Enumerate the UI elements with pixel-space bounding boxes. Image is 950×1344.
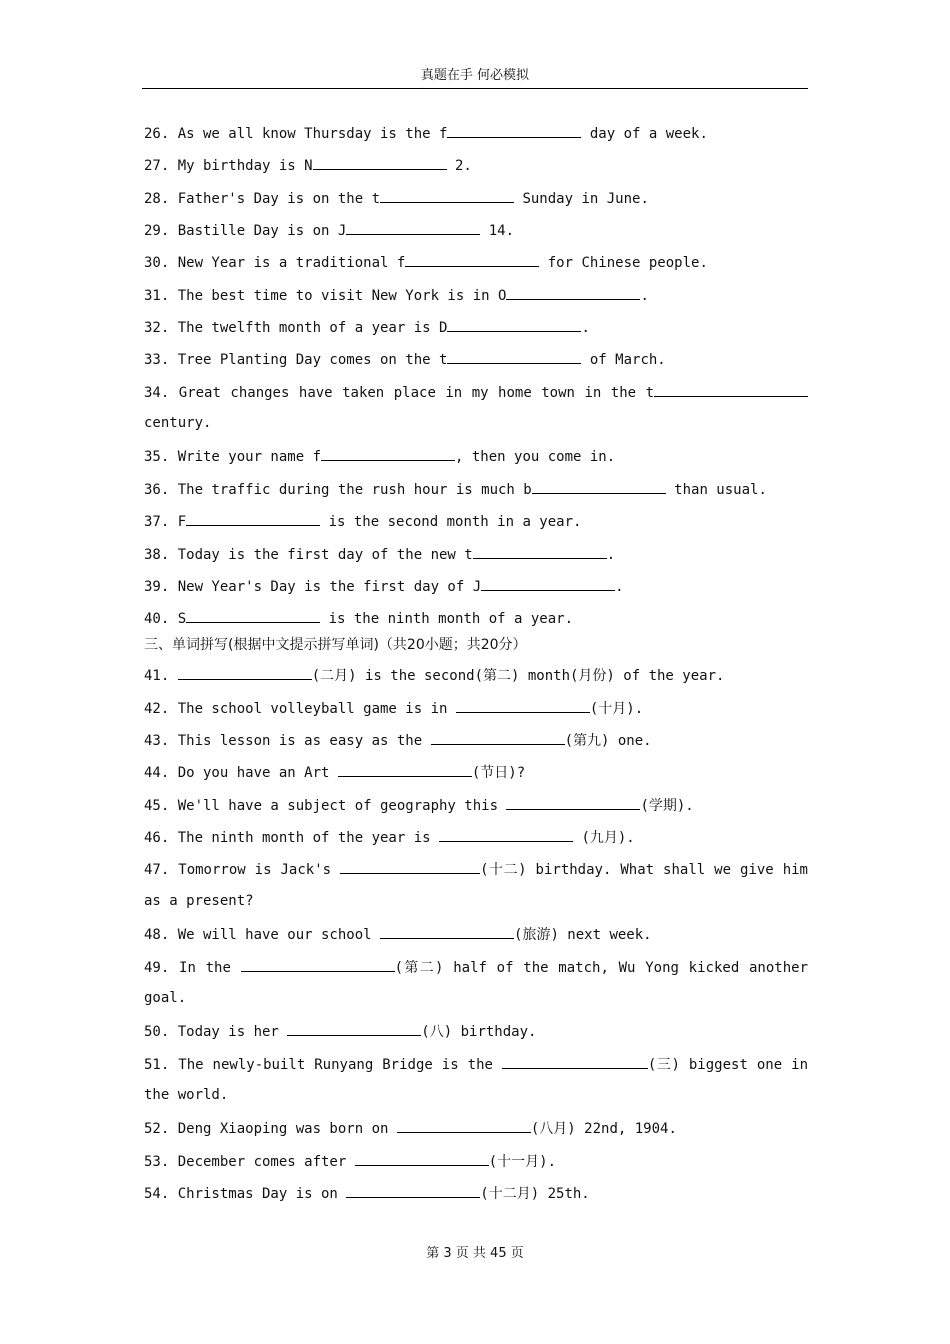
question-text: 51. The newly-built Runyang Bridge is the xyxy=(144,1057,502,1073)
question-text: is the ninth month of a year. xyxy=(320,611,574,627)
question-text: is the second month in a year. xyxy=(320,514,582,530)
question-text: 34. Great changes have taken place in my home town in the t xyxy=(144,385,654,401)
answer-blank[interactable] xyxy=(186,607,320,623)
question-text: 29. Bastille Day is on J xyxy=(144,223,347,239)
question-29 xyxy=(144,219,808,241)
question-39 xyxy=(144,575,808,597)
question-text: 2. xyxy=(446,158,472,174)
question-47 xyxy=(144,858,808,880)
question-52 xyxy=(144,1117,808,1139)
page-header: 真题在手 何必模拟 xyxy=(420,68,530,83)
question-text: 52. Deng Xiaoping was born on xyxy=(144,1121,397,1137)
question-text: 50. Today is her xyxy=(144,1024,288,1040)
question-text: . xyxy=(615,579,624,595)
answer-blank[interactable] xyxy=(186,510,320,526)
question-text: 42. The school volleyball game is in xyxy=(144,701,456,717)
question-text: (第九) one. xyxy=(564,733,652,749)
answer-blank[interactable] xyxy=(405,251,539,267)
question-27 xyxy=(144,154,808,176)
question-text: , then you come in. xyxy=(455,449,616,465)
question-text: (八月) 22nd, 1904. xyxy=(530,1121,677,1137)
question-text: 41. xyxy=(144,668,178,684)
question-text: 39. New Year's Day is the first day of J xyxy=(144,579,482,595)
question-text: 27. My birthday is N xyxy=(144,158,313,174)
question-41 xyxy=(144,664,808,686)
question-text: (三) biggest one in xyxy=(647,1057,808,1073)
question-49 xyxy=(144,956,808,978)
question-text: . xyxy=(640,288,649,304)
question-34 xyxy=(144,381,808,403)
answer-blank[interactable] xyxy=(431,729,565,745)
answer-blank[interactable] xyxy=(346,219,480,235)
question-50 xyxy=(144,1020,808,1042)
question-text: 43. This lesson is as easy as the xyxy=(144,733,431,749)
header-divider xyxy=(142,88,808,89)
question-text: day of a week. xyxy=(581,126,708,142)
question-text: 14. xyxy=(480,223,515,239)
question-51-continued xyxy=(144,1085,808,1105)
question-text: (十月). xyxy=(589,701,644,717)
question-30 xyxy=(144,251,808,273)
question-text: as a present? xyxy=(144,893,254,909)
question-text: (旅游) next week. xyxy=(514,927,652,943)
answer-blank[interactable] xyxy=(380,923,514,939)
question-text: 53. December comes after xyxy=(144,1154,355,1170)
question-text: (第二) half of the match, Wu Yong kicked another xyxy=(394,960,808,976)
answer-blank[interactable] xyxy=(439,826,573,842)
question-text: for Chinese people. xyxy=(539,255,708,271)
answer-blank[interactable] xyxy=(473,543,607,559)
question-text: (十二) birthday. What shall we give him xyxy=(480,862,808,878)
question-49-continued xyxy=(144,988,808,1008)
question-text: . xyxy=(581,320,590,336)
question-44 xyxy=(144,761,808,783)
question-text: century. xyxy=(144,415,212,431)
question-47-continued xyxy=(144,891,808,911)
answer-blank[interactable] xyxy=(397,1117,531,1133)
question-text: 49. In the xyxy=(144,960,241,976)
answer-blank[interactable] xyxy=(355,1150,489,1166)
question-text: the world. xyxy=(144,1087,229,1103)
question-text: 26. As we all know Thursday is the f xyxy=(144,126,448,142)
question-text: goal. xyxy=(144,990,187,1006)
question-28 xyxy=(144,187,808,209)
answer-blank[interactable] xyxy=(321,445,455,461)
question-text: (八) birthday. xyxy=(421,1024,537,1040)
answer-blank[interactable] xyxy=(241,956,395,972)
question-40 xyxy=(144,607,808,629)
question-text: 35. Write your name f xyxy=(144,449,322,465)
question-46 xyxy=(144,826,808,848)
answer-blank[interactable] xyxy=(447,348,581,364)
question-36 xyxy=(144,478,808,500)
question-38 xyxy=(144,543,808,565)
question-text: 33. Tree Planting Day comes on the t xyxy=(144,352,448,368)
answer-blank[interactable] xyxy=(456,697,590,713)
question-text: . xyxy=(606,547,616,563)
question-text: 31. The best time to visit New York is in O xyxy=(144,288,507,304)
question-text: 37. F xyxy=(144,514,187,530)
answer-blank[interactable] xyxy=(532,478,666,494)
question-text: (十二月) 25th. xyxy=(480,1186,590,1202)
question-text: (节日)? xyxy=(471,765,526,781)
question-text: 44. Do you have an Art xyxy=(144,765,338,781)
answer-blank[interactable] xyxy=(178,664,312,680)
question-text: 40. S xyxy=(144,611,187,627)
question-text: 38. Today is the first day of the new t xyxy=(144,547,473,563)
question-text: 45. We'll have a subject of geography this xyxy=(144,798,507,814)
answer-blank[interactable] xyxy=(338,761,472,777)
question-text: of March. xyxy=(581,352,666,368)
page-footer: 第 3 页 共 45 页 xyxy=(426,1246,524,1261)
question-37 xyxy=(144,510,808,532)
question-text: (十一月). xyxy=(488,1154,557,1170)
answer-blank[interactable] xyxy=(506,794,640,810)
question-26 xyxy=(144,122,808,144)
question-text: (学期). xyxy=(640,798,694,814)
question-32 xyxy=(144,316,808,338)
question-53 xyxy=(144,1150,808,1172)
answer-blank[interactable] xyxy=(340,858,480,874)
answer-blank[interactable] xyxy=(380,187,514,203)
question-34-continued xyxy=(144,413,808,433)
question-text: 32. The twelfth month of a year is D xyxy=(144,320,448,336)
answer-blank[interactable] xyxy=(313,154,447,170)
answer-blank[interactable] xyxy=(287,1020,421,1036)
question-text: 48. We will have our school xyxy=(144,927,381,943)
question-text: 28. Father's Day is on the t xyxy=(144,191,381,207)
question-text: 30. New Year is a traditional f xyxy=(144,255,406,271)
answer-blank[interactable] xyxy=(506,284,640,300)
question-text: Sunday in June. xyxy=(514,191,649,207)
question-51 xyxy=(144,1053,808,1075)
question-text: (二月) is the second(第二) month(月份) of the year. xyxy=(311,668,725,684)
question-text: than usual. xyxy=(665,482,767,498)
answer-blank[interactable] xyxy=(481,575,615,591)
answer-blank[interactable] xyxy=(447,316,581,332)
section-heading: 三、单词拼写(根据中文提示拼写单词)（共20小题；共20分） xyxy=(144,637,527,653)
answer-blank[interactable] xyxy=(654,381,808,397)
question-35 xyxy=(144,445,808,467)
question-text: 54. Christmas Day is on xyxy=(144,1186,347,1202)
question-text: 47. Tomorrow is Jack's xyxy=(144,862,341,878)
question-54 xyxy=(144,1182,808,1204)
question-text: (九月). xyxy=(573,830,635,846)
answer-blank[interactable] xyxy=(502,1053,648,1069)
question-48 xyxy=(144,923,808,945)
answer-blank[interactable] xyxy=(447,122,581,138)
question-text: 46. The ninth month of the year is xyxy=(144,830,440,846)
answer-blank[interactable] xyxy=(346,1182,480,1198)
question-text: 36. The traffic during the rush hour is much b xyxy=(144,482,532,498)
question-33 xyxy=(144,348,808,370)
question-43 xyxy=(144,729,808,751)
question-42 xyxy=(144,697,808,719)
question-45 xyxy=(144,794,808,816)
question-31 xyxy=(144,284,808,306)
